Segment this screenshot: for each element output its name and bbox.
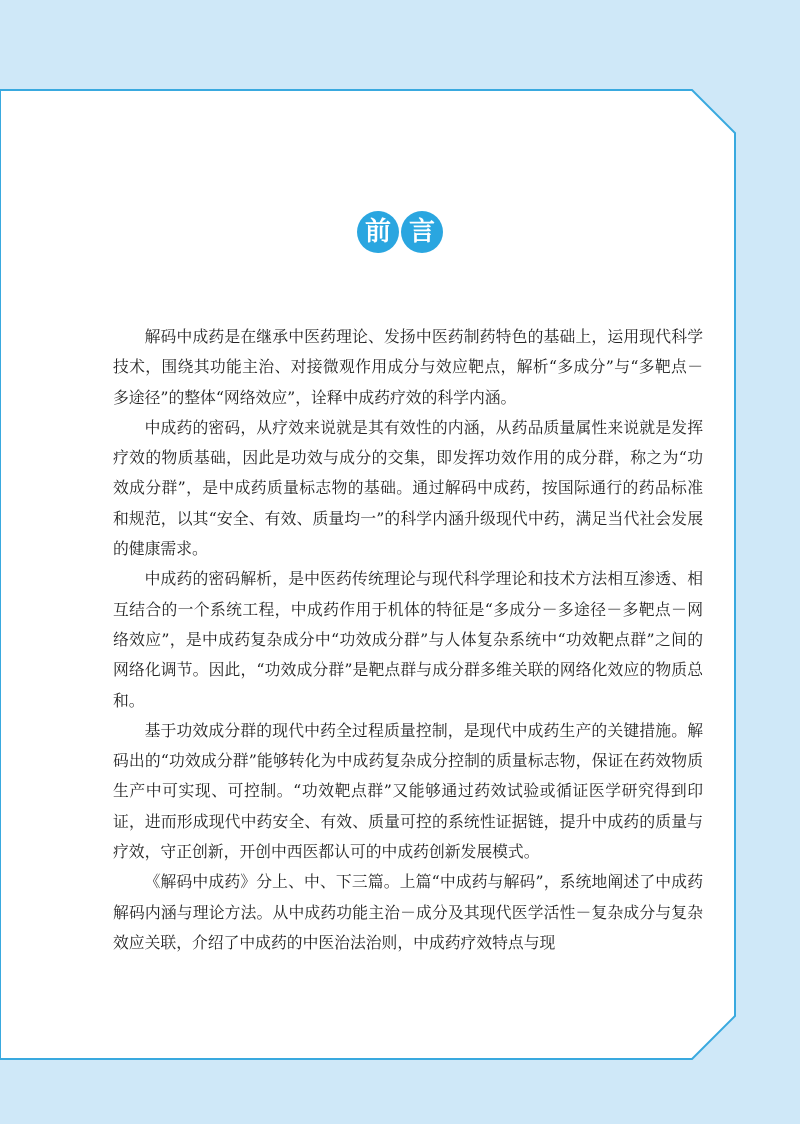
page-title — [0, 211, 800, 261]
body-text — [113, 322, 703, 958]
paragraph-1: 解码中成药是在继承中医药理论、发扬中医药制药特色的基础上，运用现代科学技术，围绕其功能主治、对接微观作用成分与效应靶点，解析“多成分”与“多靶点－多途径”的整体“网络效应”，诠释中成药疗效的科学内涵。 — [113, 327, 703, 407]
paragraph-5: 《解码中成药》分上、中、下三篇。上篇“中成药与解码”，系统地阐述了中成药解码内涵与理论方法。从中成药功能主治－成分及其现代医学活性－复杂成分与复杂效应关联，介绍了中成药的中医治法治则，中成药疗效特点与现 — [113, 872, 703, 952]
paragraph-4: 基于功效成分群的现代中药全过程质量控制，是现代中成药生产的关键措施。解码出的“功效成分群”能够转化为中成药复杂成分控制的质量标志物，保证在药效物质生产中可实现、可控制。“功效靶点群”又能够通过药效试验或循证医学研究得到印证，进而形成现代中药安全、有效、质量可控的系统性证据链，提升中成药的质量与疗效，守正创新，开创中西医都认可的中成药创新发展模式。 — [113, 720, 703, 862]
title-char-2: 言 — [401, 211, 443, 253]
paragraph-2: 中成药的密码，从疗效来说就是其有效性的内涵，从药品质量属性来说就是发挥疗效的物质基础，因此是功效与成分的交集，即发挥功效作用的成分群，称之为“功效成分群”，是中成药质量标志物的基础。通过解码中成药，按国际通行的药品标准和规范，以其“安全、有效、质量均一”的科学内涵升级现代中药，满足当代社会发展的健康需求。 — [113, 417, 703, 559]
paragraph-3: 中成药的密码解析，是中医药传统理论与现代科学理论和技术方法相互渗透、相互结合的一个系统工程，中成药作用于机体的特征是“多成分－多途径－多靶点－网络效应”，是中成药复杂成分中“功效成分群”与人体复杂系统中“功效靶点群”之间的网络化调节。因此，“功效成分群”是靶点群与成分群多维关联的网络化效应的物质总和。 — [113, 569, 703, 710]
title-char-1: 前 — [357, 211, 399, 253]
